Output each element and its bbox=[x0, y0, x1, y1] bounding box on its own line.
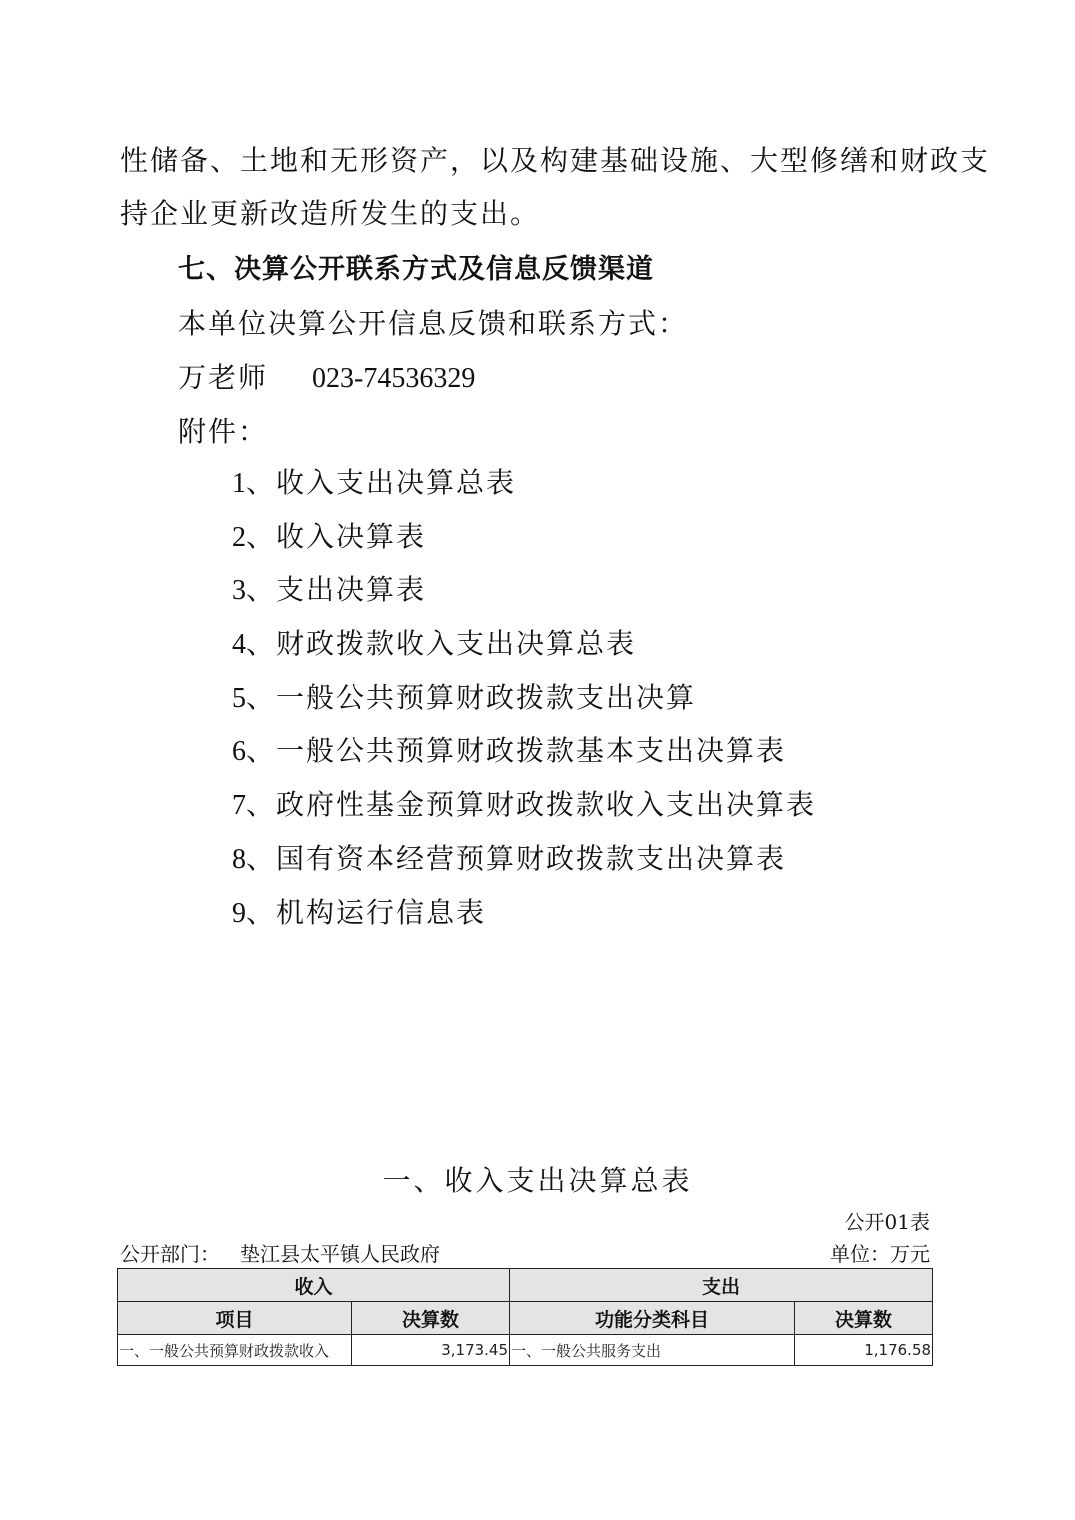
attachment-item: 2、收入决算表 bbox=[232, 519, 427, 553]
column-header-item: 项目 bbox=[118, 1302, 352, 1335]
table-group-header-row bbox=[118, 1269, 933, 1302]
attachment-item: 6、一般公共预算财政拨款基本支出决算表 bbox=[232, 734, 787, 768]
attachment-list bbox=[232, 465, 816, 948]
income-item-cell: 一、一般公共预算财政拨款收入 bbox=[118, 1335, 352, 1366]
department-label: 公开部门： bbox=[120, 1242, 220, 1266]
attachment-item: 7、政府性基金预算财政拨款收入支出决算表 bbox=[232, 788, 817, 822]
attachments-label: 附件： bbox=[178, 415, 269, 448]
attachment-item: 1、收入支出决算总表 bbox=[232, 466, 517, 499]
contact-intro: 本单位决算公开信息反馈和联系方式： bbox=[178, 307, 689, 340]
unit-label: 单位：万元 bbox=[830, 1242, 930, 1266]
contact-name: 万老师 bbox=[178, 361, 269, 394]
income-group-header: 收入 bbox=[118, 1269, 510, 1302]
attachment-item: 5、一般公共预算财政拨款支出决算 bbox=[232, 680, 697, 714]
column-header-amount: 决算数 bbox=[352, 1302, 510, 1335]
contact-phone: 023-74536329 bbox=[312, 363, 476, 394]
contact-row bbox=[178, 360, 475, 397]
body-paragraph-line-2: 持企业更新改造所发生的支出。 bbox=[120, 197, 541, 230]
table-title: 一、收入支出决算总表 bbox=[382, 1164, 693, 1197]
table-number: 公开01表 bbox=[844, 1210, 930, 1234]
expense-item-cell: 一、一般公共服务支出 bbox=[510, 1335, 795, 1366]
attachment-item: 3、支出决算表 bbox=[232, 573, 427, 607]
income-amount-cell: 3,173.45 bbox=[352, 1335, 510, 1366]
section-heading: 七、决算公开联系方式及信息反馈渠道 bbox=[178, 254, 654, 285]
department-name: 垫江县太平镇人民政府 bbox=[240, 1242, 440, 1266]
table-column-header-row bbox=[118, 1302, 933, 1335]
attachment-item: 8、国有资本经营预算财政拨款支出决算表 bbox=[232, 841, 787, 875]
column-header-amount-2: 决算数 bbox=[795, 1302, 933, 1335]
column-header-function: 功能分类科目 bbox=[510, 1302, 795, 1335]
expense-group-header: 支出 bbox=[510, 1269, 933, 1302]
attachment-item: 9、机构运行信息表 bbox=[232, 895, 487, 929]
body-paragraph-line-1: 性储备、土地和无形资产，以及构建基础设施、大型修缮和财政支 bbox=[120, 144, 991, 177]
table-row bbox=[118, 1335, 933, 1366]
expense-amount-cell: 1,176.58 bbox=[795, 1335, 933, 1366]
attachment-item: 4、财政拨款收入支出决算总表 bbox=[232, 627, 637, 661]
department-info bbox=[120, 1238, 440, 1267]
income-expense-summary-table bbox=[117, 1268, 933, 1366]
